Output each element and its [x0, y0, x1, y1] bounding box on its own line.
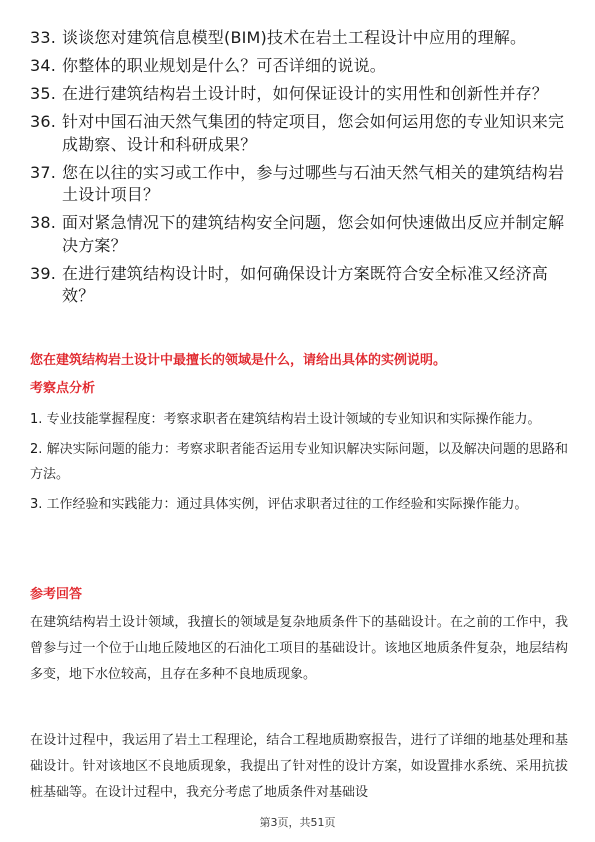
question-number: 33. — [30, 28, 57, 47]
question-text: 针对中国石油天然气集团的特定项目，您会如何运用您的专业知识来完成勘察、设计和科研成果？ — [62, 112, 565, 154]
question-text: 你整体的职业规划是什么？可否详细的说说。 — [62, 56, 387, 75]
list-item — [30, 83, 566, 106]
list-item — [30, 111, 566, 156]
list-item: 3. 工作经验和实践能力：通过具体实例，评估求职者过往的工作经验和实际操作能力。 — [30, 497, 528, 512]
featured-question: 您在建筑结构岩土设计中最擅长的领域是什么，请给出具体的实例说明。 — [30, 353, 447, 368]
question-number: 35. — [30, 84, 57, 103]
answer-paragraph: 在建筑结构岩土设计领域，我擅长的领域是复杂地质条件下的基础设计。在之前的工作中，我曾参与过一个位于山地丘陵地区的石油化工项目的基础设计。该地区地质条件复杂，地层结构多变，地下水位较高，且存在多种不良地质现象。 — [30, 615, 568, 682]
reference-heading: 参考回答 — [30, 587, 83, 602]
list-item — [30, 162, 566, 207]
question-list — [30, 27, 566, 313]
list-item — [30, 263, 566, 308]
analysis-list — [30, 407, 568, 522]
list-item: 2. 解决实际问题的能力：考察求职者能否运用专业知识解决实际问题，以及解决问题的思路和方法。 — [30, 442, 568, 482]
question-number: 38. — [30, 213, 57, 232]
question-number: 34. — [30, 56, 57, 75]
list-item — [30, 55, 566, 78]
answer-paragraph: 在设计过程中，我运用了岩土工程理论，结合工程地质勘察报告，进行了详细的地基处理和基础设计。针对该地区不良地质现象，我提出了针对性的设计方案，如设置排水系统、采用抗拔桩基础等。在设计过程中，我充分考虑了地质条件对基础设 — [30, 733, 568, 800]
question-number: 37. — [30, 162, 57, 182]
question-text: 您在以往的实习或工作中，参与过哪些与石油天然气相关的建筑结构岩土设计项目？ — [62, 162, 565, 204]
question-text: 谈谈您对建筑信息模型(BIM)技术在岩土工程设计中应用的理解。 — [62, 28, 527, 47]
question-number: 39. — [30, 263, 57, 283]
list-item — [30, 212, 566, 257]
question-text: 面对紧急情况下的建筑结构安全问题，您会如何快速做出反应并制定解决方案？ — [62, 213, 565, 255]
question-number: 36. — [30, 112, 57, 131]
list-item — [30, 27, 566, 50]
question-text: 在进行建筑结构岩土设计时，如何保证设计的实用性和创新性并存？ — [62, 84, 549, 103]
analysis-heading: 考察点分析 — [30, 381, 96, 396]
page-footer: 第3页，共51页 — [259, 816, 336, 829]
list-item: 1. 专业技能掌握程度：考察求职者在建筑结构岩土设计领域的专业知识和实际操作能力。 — [30, 412, 541, 427]
question-text: 在进行建筑结构设计时，如何确保设计方案既符合安全标准又经济高效？ — [62, 263, 549, 305]
